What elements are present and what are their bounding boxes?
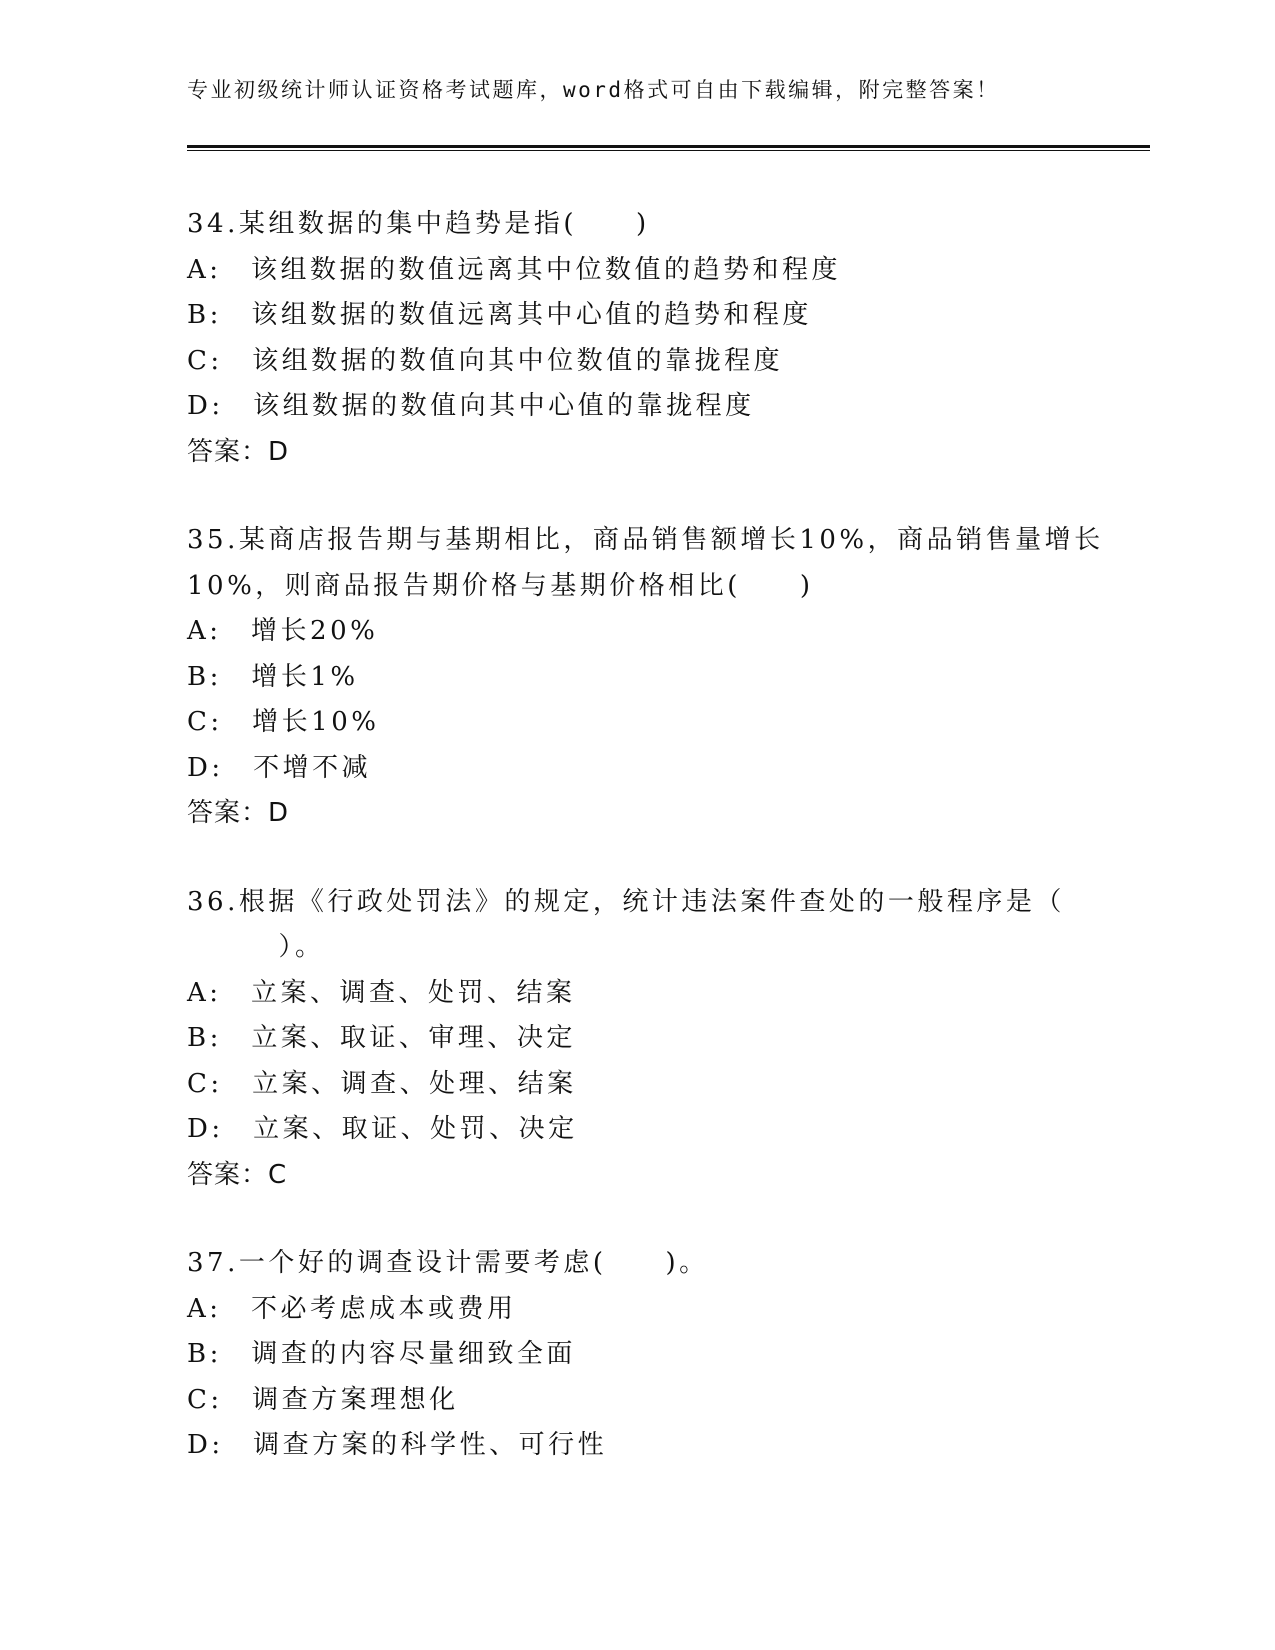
option-d: D: 该组数据的数值向其中心值的靠拢程度 — [187, 391, 755, 421]
option-a: A: 立案、调查、处罚、结案 — [187, 977, 576, 1008]
option-c: C: 调查方案理想化 — [187, 1384, 459, 1415]
option-c: C: 增长10% — [187, 707, 380, 737]
question-37 — [187, 1241, 1087, 1469]
option-a: A: 增长20% — [187, 616, 379, 646]
answer: 答案：D — [187, 798, 290, 828]
option-b: B: 增长1% — [187, 661, 359, 692]
option-d: D: 不增不减 — [187, 752, 372, 783]
header-rule-thick — [187, 145, 1150, 148]
question-stem-continued: ）。 — [249, 932, 325, 962]
option-d: D: 立案、取证、处罚、决定 — [187, 1114, 578, 1144]
question-stem: 34.某组数据的集中趋势是指( ) — [187, 209, 650, 239]
answer: 答案：C — [187, 1159, 288, 1190]
option-a: A: 该组数据的数值远离其中位数值的趋势和程度 — [187, 254, 842, 285]
option-b: B: 该组数据的数值远离其中心值的趋势和程度 — [187, 300, 812, 330]
question-stem: 36.根据《行政处罚法》的规定，统计违法案件查处的一般程序是（ — [187, 886, 1065, 917]
question-stem-continued: 10%，则商品报告期价格与基期价格相比( ) — [187, 570, 814, 601]
question-36 — [187, 880, 1087, 1199]
question-stem: 35.某商店报告期与基期相比，商品销售额增长10%，商品销售量增长 — [187, 525, 1104, 555]
answer: 答案：D — [187, 436, 290, 467]
option-c: C: 该组数据的数值向其中位数值的靠拢程度 — [187, 345, 784, 376]
option-b: B: 调查的内容尽量细致全面 — [187, 1339, 576, 1369]
spacer — [187, 1198, 1087, 1241]
option-a: A: 不必考虑成本或费用 — [187, 1293, 517, 1324]
spacer — [187, 837, 1087, 880]
option-b: B: 立案、取证、审理、决定 — [187, 1023, 576, 1053]
question-34 — [187, 202, 1087, 475]
option-c: C: 立案、调查、处理、结案 — [187, 1068, 577, 1099]
option-d: D: 调查方案的科学性、可行性 — [187, 1430, 608, 1460]
question-stem: 37.一个好的调查设计需要考虑( )。 — [187, 1248, 709, 1278]
question-35 — [187, 518, 1104, 837]
question-list — [187, 202, 1104, 1469]
spacer — [187, 475, 1087, 518]
header-rule-thin — [187, 150, 1150, 151]
header-text: 专业初级统计师认证资格考试题库，word格式可自由下载编辑，附完整答案！ — [187, 78, 1000, 102]
